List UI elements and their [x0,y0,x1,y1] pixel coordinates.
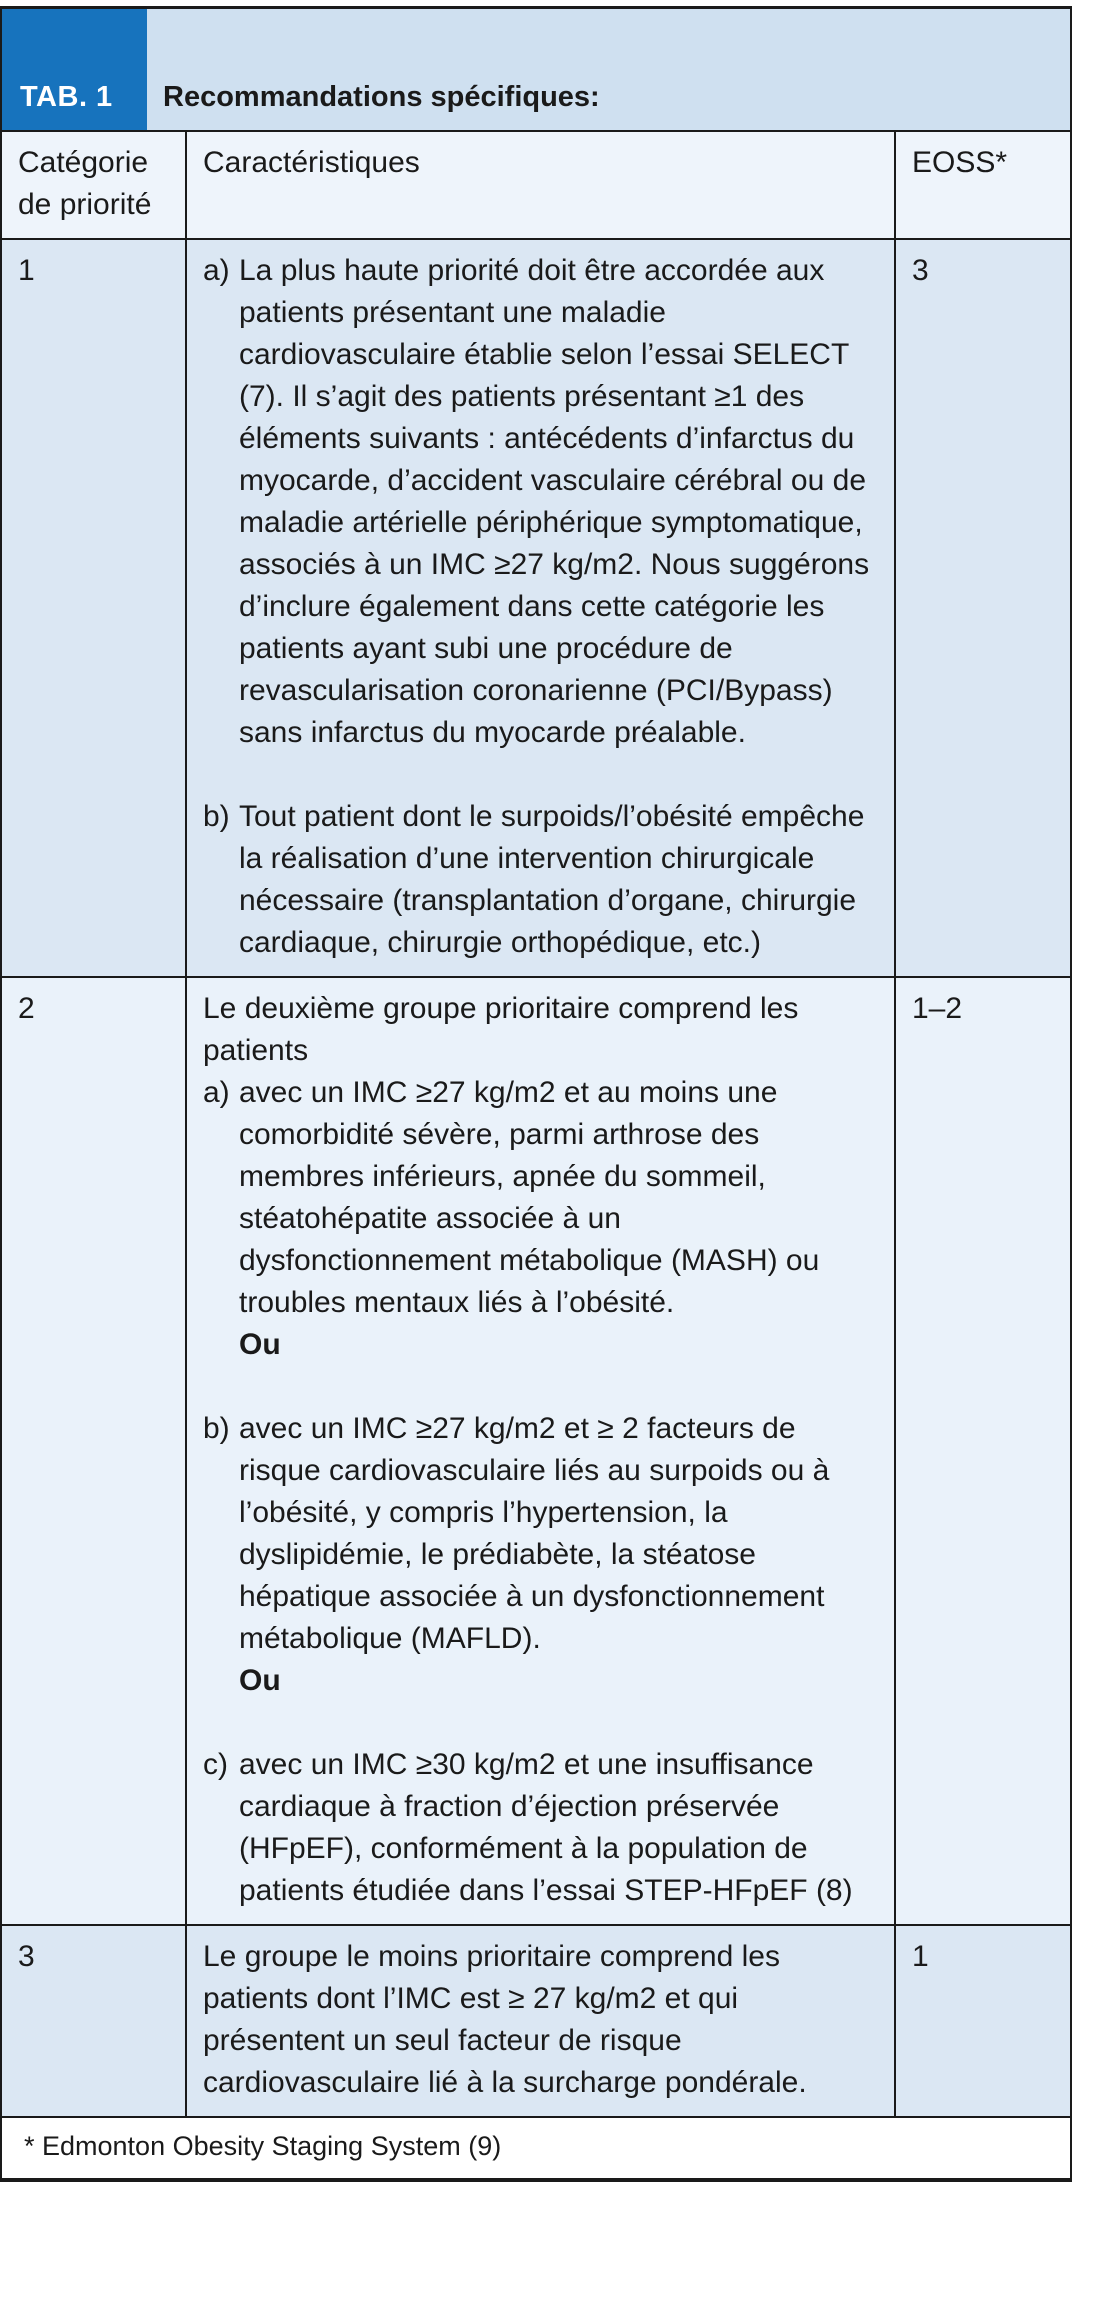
item-connector: Ou [239,1664,281,1697]
priority-table [2,132,1070,2180]
table-number-label: TAB. 1 [2,9,147,130]
item-letter: a) [203,1076,230,1109]
row-2-intro: Le deuxième groupe prioritaire comprend les patients [203,992,799,1067]
header-characteristics: Caractéristiques [186,132,895,239]
row-3-category: 3 [2,1925,186,2117]
row-2-category: 2 [2,977,186,1925]
item-text: avec un IMC ≥30 kg/m2 et une insuffisance cardiaque à fraction d’éjection préservée (HFpEF), conformément à la population de patients étudiée dans l’essai STEP-HFpEF (8) [239,1748,853,1907]
table-row-priority-3 [2,1925,1070,2117]
row-1-characteristics [186,239,895,977]
header-eoss: EOSS* [895,132,1070,239]
item-text: La plus haute priorité doit être accordée aux patients présentant une maladie cardiovasculaire établie selon l’essai SELECT (7). Il s’agit des patients présentant ≥1 des éléments suivants : antécédents d’infarctus du myocarde, d’accident vasculaire cérébral ou de maladie artérielle périphérique symptomatique, associés à un IMC ≥27 kg/m2. Nous suggérons d’inclure également dans cette catégorie les patients ayant subi une procédure de revascularisation coronarienne (PCI/Bypass) sans infarctus du myocarde préalable. [239,254,870,749]
row-2-characteristics [186,977,895,1925]
table-header-row [2,132,1070,239]
row-2-item-b [203,1408,878,1702]
item-letter: a) [203,254,230,287]
table-footnote: * Edmonton Obesity Staging System (9) [2,2117,1070,2179]
header-category: Catégorie de priorité [2,132,186,239]
item-letter: c) [203,1748,228,1781]
row-2-eoss: 1–2 [895,977,1070,1925]
item-text: avec un IMC ≥27 kg/m2 et ≥ 2 facteurs de risque cardiovasculaire liés au surpoids ou à l’obésité, y compris l’hypertension, la dyslipidémie, le prédiabète, la stéatose hépatique associée à un dysfonctionnement métabolique (MAFLD). [239,1412,830,1655]
recommendations-table [0,6,1072,2182]
row-3-eoss: 1 [895,1925,1070,2117]
row-1-item-b [203,796,878,964]
table-title: Recommandations spécifiques: [163,81,600,113]
table-row-priority-2 [2,977,1070,1925]
row-2-item-a [203,1072,878,1366]
item-connector: Ou [239,1328,281,1361]
row-1-item-a [203,250,878,754]
item-letter: b) [203,800,230,833]
row-1-eoss: 3 [895,239,1070,977]
table-row-priority-1 [2,239,1070,977]
row-2-item-c [203,1744,878,1912]
table-footnote-row [2,2117,1070,2179]
row-1-category: 1 [2,239,186,977]
item-text: avec un IMC ≥27 kg/m2 et au moins une comorbidité sévère, parmi arthrose des membres inférieurs, apnée du sommeil, stéatohépatite associée à un dysfonctionnement métabolique (MASH) ou troubles mentaux liés à l’obésité. [239,1076,820,1319]
row-3-characteristics: Le groupe le moins prioritaire comprend les patients dont l’IMC est ≥ 27 kg/m2 et qui présentent un seul facteur de risque cardiovasculaire lié à la surcharge pondérale. [186,1925,895,2117]
item-letter: b) [203,1412,230,1445]
table-title-bar [2,9,1070,132]
item-text: Tout patient dont le surpoids/l’obésité empêche la réalisation d’une intervention chirurgicale nécessaire (transplantation d’organe, chirurgie cardiaque, chirurgie orthopédique, etc.) [239,800,865,959]
